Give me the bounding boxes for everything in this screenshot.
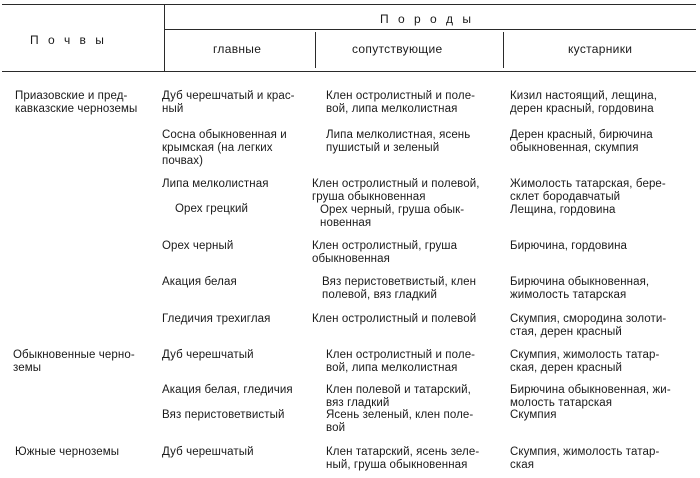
row-shrubs: Скумпия (510, 409, 557, 421)
row-accompanying: Клен остролистный и полевой (312, 313, 477, 325)
row-accompanying: Клен остролистный и полевой, груша обыкновенная (312, 178, 480, 203)
row-accompanying: Клен остролистный, груша обыкновенная (312, 240, 458, 265)
header-accompanying: сопутствующие (352, 42, 443, 56)
header-species: П о р о д ы (380, 12, 474, 26)
row-main: Вяз перистоветвистый (162, 409, 285, 421)
row-main: Дуб черешчатый (162, 349, 254, 361)
row-accompanying: Ясень зеленый, клен поле- вой (326, 409, 474, 434)
main-divider (315, 32, 316, 68)
row-shrubs: Скумпия, жимолость татар- ская, дерен красный (510, 349, 660, 374)
row-main: Сосна обыкновенная и крымская (на легких почвах) (162, 129, 287, 167)
row-accompanying: Клен татарский, ясень зеле- ный, груша обыкновенная (326, 446, 480, 471)
top-rule (2, 4, 696, 5)
row-shrubs: Скумпия, смородина золоти- стая, дерен красный (510, 313, 667, 338)
row-main: Акация белая (162, 276, 237, 288)
row-shrubs: Лещина, гордовина (510, 204, 616, 216)
row-shrubs: Бирючина обыкновенная, жи- молость татарская (510, 384, 671, 409)
row-accompanying: Орех черный, груша обык- новенная (320, 204, 465, 229)
header-shrubs: кустарники (568, 42, 633, 56)
accomp-divider (503, 32, 504, 68)
soil-azov: Приазовские и пред- кавказские черноземы (15, 90, 138, 115)
row-main: Орех черный (162, 240, 234, 252)
row-accompanying: Клен остролистный и поле- вой, липа мелколистная (326, 90, 476, 115)
row-accompanying: Клен полевой и татарский, вяз гладкий (326, 384, 471, 409)
row-main: Дуб черешчатый и крас- ный (162, 90, 295, 115)
soil-ordinary: Обыкновенные черно- земы (13, 349, 135, 374)
row-shrubs: Жимолость татарская, бере- склет бородавчатый (510, 178, 666, 203)
species-rule (165, 29, 696, 30)
row-accompanying: Клен остролистный и поле- вой, липа мелколистная (326, 349, 476, 374)
row-accompanying: Вяз перистоветвистый, клен полевой, вяз гладкий (322, 276, 477, 301)
row-main: Гледичия трехиглая (162, 313, 271, 325)
soil-southern: Южные черноземы (15, 446, 120, 458)
row-main: Липа мелколистная (162, 178, 269, 190)
row-shrubs: Бирючина обыкновенная, жимолость татарская (510, 276, 650, 301)
header-soils: П о ч в ы (30, 33, 107, 47)
row-shrubs: Скумпия, жимолость татар- ская (510, 446, 660, 471)
header-bottom-rule (2, 71, 696, 72)
row-main: Дуб черешчатый (162, 446, 254, 458)
row-shrubs: Дерен красный, бирючина обыкновенная, скумпия (510, 129, 653, 154)
row-main: Орех грецкий (175, 203, 249, 215)
header-main: главные (213, 42, 262, 56)
row-shrubs: Бирючина, гордовина (510, 240, 628, 252)
row-accompanying: Липа мелколистная, ясень пушистый и зеленый (326, 129, 471, 154)
row-main: Акация белая, гледичия (162, 384, 293, 396)
row-shrubs: Кизил настоящий, лещина, дерен красный, гордовина (510, 90, 658, 115)
soils-divider (164, 4, 165, 72)
